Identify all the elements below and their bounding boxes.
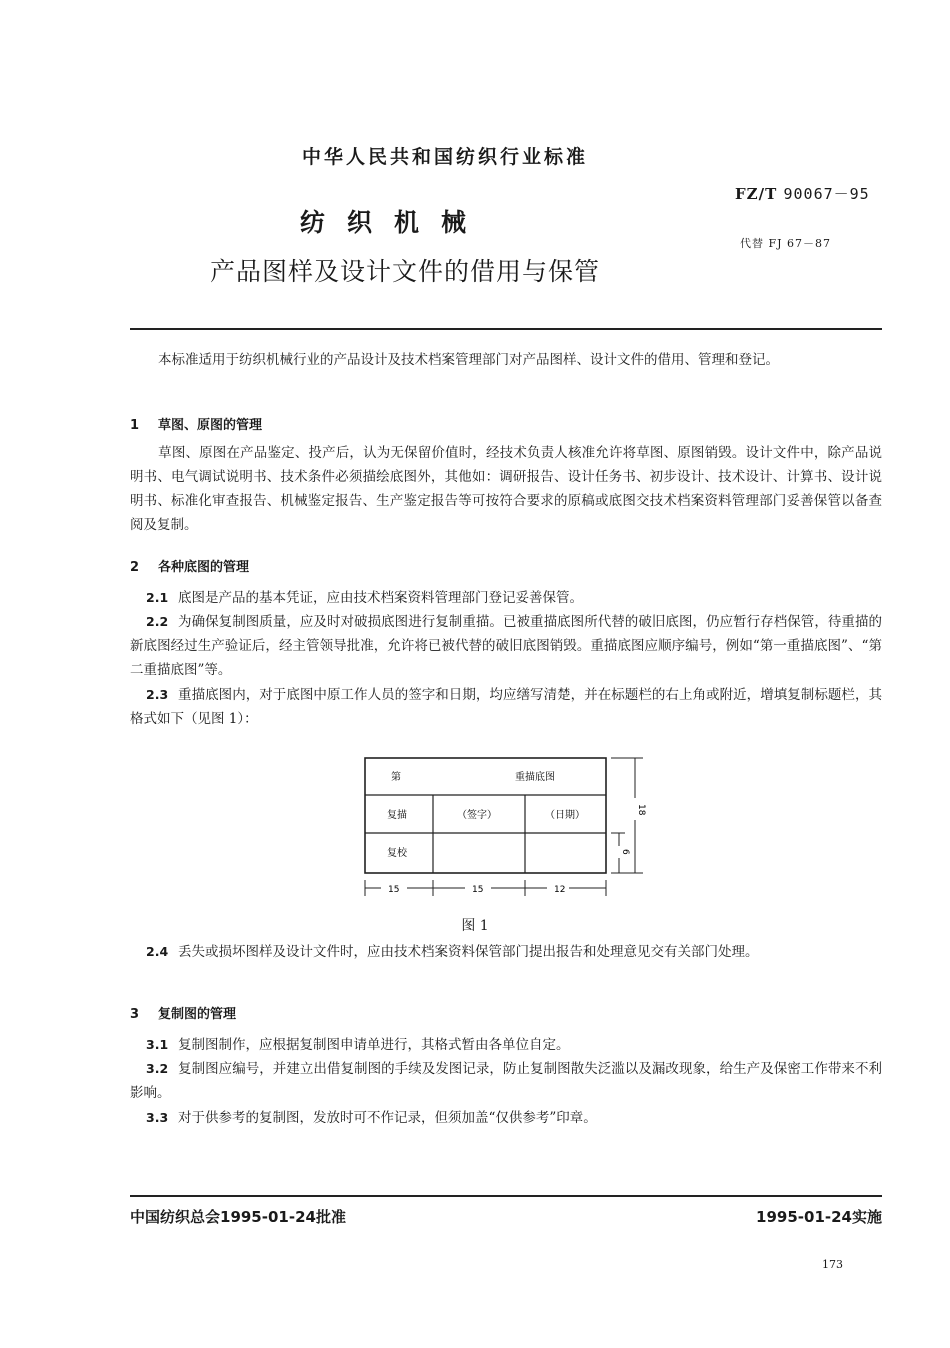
standard-code xyxy=(735,183,870,204)
bottom-divider xyxy=(130,1195,882,1197)
figure-cell-date: （日期） xyxy=(545,810,585,821)
top-divider xyxy=(130,328,882,330)
figure-cell-redraw: 重描底图 xyxy=(515,772,555,783)
intro-paragraph: 本标准适用于纺织机械行业的产品设计及技术档案管理部门对产品图样、设计文件的借用、管理和登记。 xyxy=(158,352,779,368)
title-line-2: 产品图样及设计文件的借用与保管 xyxy=(210,257,601,286)
figure-cell-recheck: 复校 xyxy=(387,848,407,859)
section-2-heading: 2 各种底图的管理 xyxy=(130,560,250,575)
effective-date: 1995-01-24实施 xyxy=(756,1208,882,1226)
dim-label-2: 15 xyxy=(472,885,484,895)
clause-3-2: 3.2 复制图应编号，并建立出借复制图的手续及发图记录，防止复制图散失泛滥以及漏改现象，给生产及保密工作带来不利影响。 xyxy=(130,1061,882,1101)
standard-code-number: 90067－95 xyxy=(783,185,870,203)
approval-line: 中国纺织总会1995-01-24批准 xyxy=(130,1208,346,1226)
figure-caption: 图 1 xyxy=(461,918,489,934)
section-1-body: 草图、原图在产品鉴定、投产后，认为无保留价值时，经技术负责人核准允许将草图、原图销毁。设计文件中，除产品说明书、电气调试说明书、技术条件必须描绘底图外，其他如：调研报告、设计任务书、初步设计、技术设计、计算书、设计说明书、标准化审查报告、机械鉴定报告、生产鉴定报告等可按符合要求的原稿或底图交技术档案资料管理部门妥善保管以备查阅及复制。 xyxy=(130,445,882,533)
section-3-heading: 3 复制图的管理 xyxy=(130,1007,237,1022)
dim-label-3: 12 xyxy=(554,885,566,895)
clause-2-4: 2.4 丢失或损坏图样及设计文件时，应由技术档案资料保管部门提出报告和处理意见交有关部门处理。 xyxy=(146,944,759,960)
clause-2-2: 2.2 为确保复制图质量，应及时对破损底图进行复制重描。已被重描底图所代替的破旧底图，仍应暂行存档保管，待重描的新底图经过生产验证后，经主管领导批准，允许将已被代替的破旧底图销毁。重描底图应顺序编号，例如“第一重描底图”、“第二重描底图”等。 xyxy=(130,614,882,678)
page-number: 173 xyxy=(822,1258,843,1271)
section-1-heading: 1 草图、原图的管理 xyxy=(130,418,263,433)
figure-cell-di: 第 xyxy=(391,772,401,783)
standard-code-prefix: FZ/T xyxy=(735,185,778,203)
dim-label-height-total: 18 xyxy=(636,804,646,816)
figure-cell-redraw-by: 复描 xyxy=(387,810,407,821)
clause-2-1: 2.1 底图是产品的基本凭证，应由技术档案资料管理部门登记妥善保管。 xyxy=(146,590,583,606)
title-line-1: 纺织机械 xyxy=(300,208,489,237)
figure-cell-signature: （签字） xyxy=(457,810,497,821)
dim-label-1: 15 xyxy=(388,885,400,895)
issuing-organization: 中华人民共和国纺织行业标准 xyxy=(301,146,588,168)
replaces-note: 代替 FJ 67－87 xyxy=(740,237,832,250)
title-block-figure xyxy=(355,748,655,908)
clause-3-3: 3.3 对于供参考的复制图，发放时可不作记录，但须加盖“仅供参考”印章。 xyxy=(146,1110,597,1126)
clause-2-3: 2.3 重描底图内，对于底图中原工作人员的签字和日期，均应缮写清楚，并在标题栏的右上角或附近，增填复制标题栏，其格式如下（见图 1）： xyxy=(130,687,882,727)
clause-3-1: 3.1 复制图制作，应根据复制图申请单进行，其格式暂由各单位自定。 xyxy=(146,1037,570,1053)
dim-label-height-row: 6 xyxy=(620,849,630,855)
